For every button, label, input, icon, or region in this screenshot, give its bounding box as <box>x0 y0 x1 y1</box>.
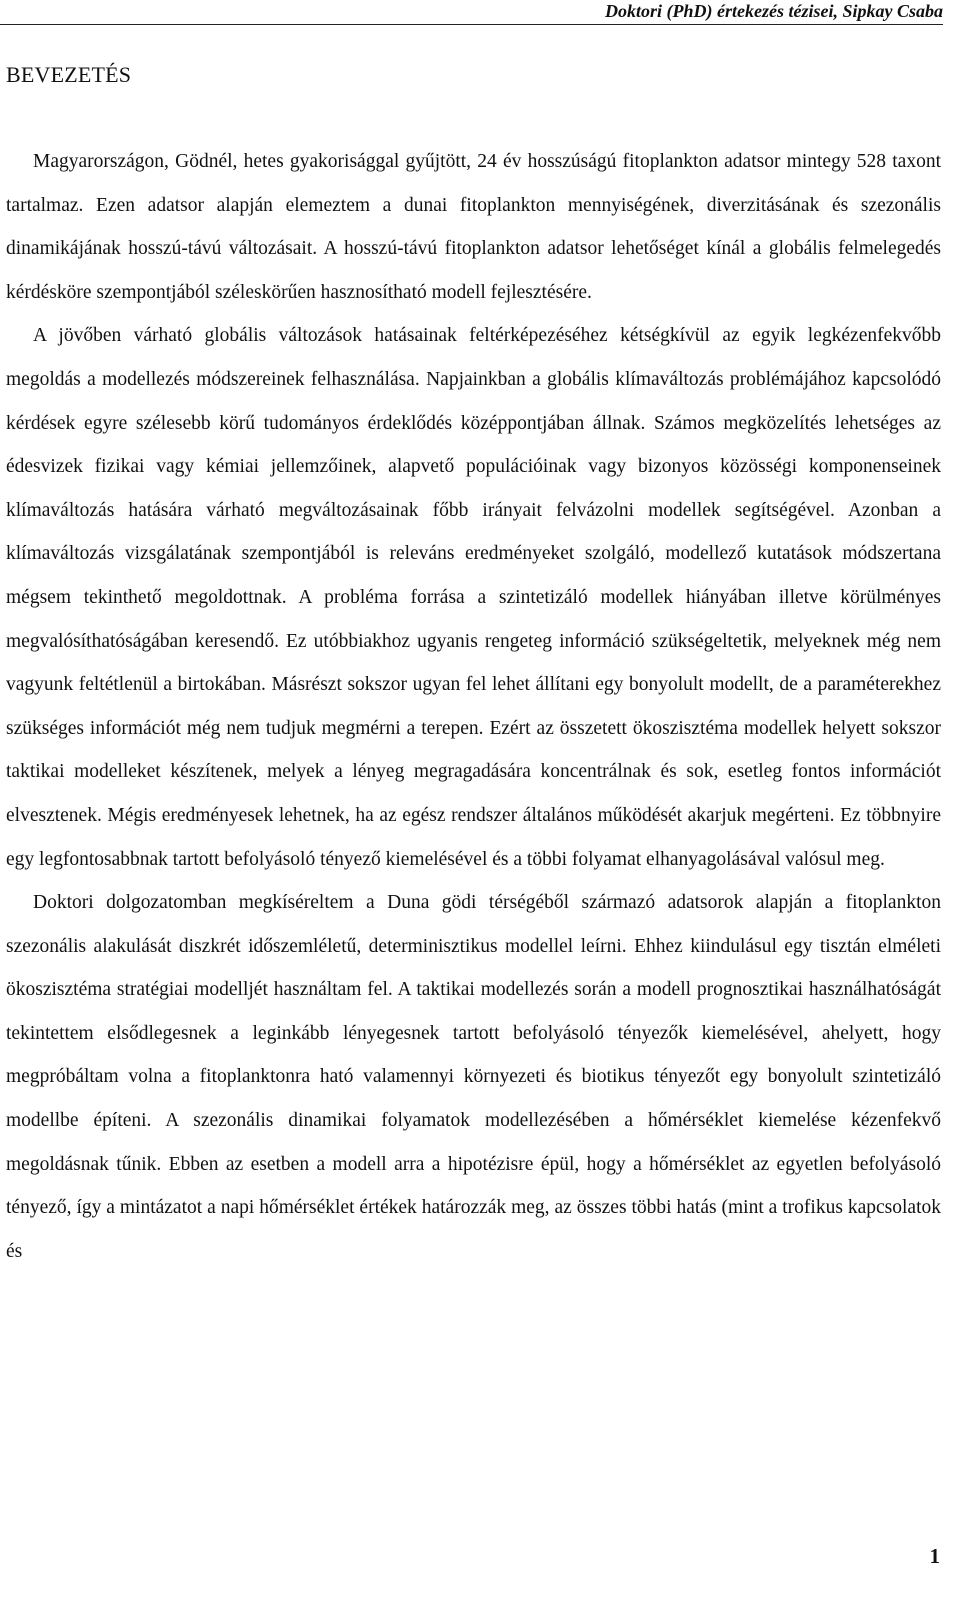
section-title: BEVEZETÉS <box>6 62 132 87</box>
paragraph: Magyarországon, Gödnél, hetes gyakorisággal gyűjtött, 24 év hosszúságú fitoplankton adatsor mintegy 528 taxont tartalmaz. Ezen adatsor alapján elemeztem a dunai fitoplankton mennyiségének, diverzitásának és szezonális dinamikájának hosszú-távú változásait. A hosszú-távú fitoplankton adatsor lehetőséget kínál a globális felmelegedés kérdésköre szempontjából széleskörűen hasznosítható modell fejlesztésére. <box>6 151 941 303</box>
paragraph: A jövőben várható globális változások hatásainak feltérképezéséhez kétségkívül az egyik legkézenfekvőbb megoldás a modellezés módszereinek felhasználása. Napjainkban a globális klímaváltozás problémájához kapcsolódó kérdések egyre szélesebb körű tudományos érdeklődés középpontjában állnak. Számos megközelítés lehetséges az édesvizek fizikai vagy kémiai jellemzőinek, alapvető populációinak vagy bizonyos közösségi komponenseinek klímaváltozás hatására várható megváltozásainak főbb irányait felvázolni modellek segítségével. Azonban a klímaváltozás vizsgálatának szempontjából is releváns eredményeket szolgáló, modellező kutatások módszertana mégsem tekinthető megoldottnak. A probléma forrása a szintetizáló modellek hiányában illetve körülményes megvalósíthatóságában keresendő. Ez utóbbiakhoz ugyanis rengeteg információ szükségeltetik, melyeknek még nem vagyunk feltétlenül a birtokában. Másrészt sokszor ugyan fel lehet állítani egy bonyolult modellt, de a paraméterekhez szükséges információt még nem tudjuk megmérni a terepen. Ezért az összetett ökoszisztéma modellek helyett sokszor taktikai modelleket készítenek, melyek a lényeg megragadására koncentrálnak és sok, esetleg fontos információt elvesztenek. Mégis eredményesek lehetnek, ha az egész rendszer általános működését akarjuk megérteni. Ez többnyire egy legfontosabbnak tartott befolyásoló tényező kiemelésével és a többi folyamat elhanyagolásával valósul meg. <box>6 325 941 870</box>
paragraph: Doktori dolgozatomban megkíséreltem a Duna gödi térségéből származó adatsorok alapján a fitoplankton szezonális alakulását diszkrét időszemléletű, determinisztikus modellel leírni. Ehhez kiindulásul egy tisztán elméleti ökoszisztéma stratégiai modelljét használtam fel. A taktikai modellezés során a modell prognosztikai használhatóságát tekintettem elsődlegesnek a leginkább lényegesnek tartott befolyásoló tényezők kiemelésével, ahelyett, hogy megpróbáltam volna a fitoplanktonra ható valamennyi környezeti és biotikus tényezőt egy bonyolult szintetizáló modellbe építeni. A szezonális dinamikai folyamatok modellezésében a hőmérséklet kiemelése kézenfekvő megoldásnak tűnik. Ebben az esetben a modell arra a hipotézisre épül, hogy a hőmérséklet az egyetlen befolyásoló tényező, így a mintázatot a napi hőmérséklet értékek határozzák meg, az összes többi hatás (mint a trofikus kapcsolatok és <box>6 892 941 1262</box>
running-header <box>0 0 943 25</box>
running-title: Doktori (PhD) értekezés tézisei, Sipkay Csaba <box>605 1 943 21</box>
body-text <box>6 140 941 1273</box>
page-number: 1 <box>929 1544 940 1568</box>
